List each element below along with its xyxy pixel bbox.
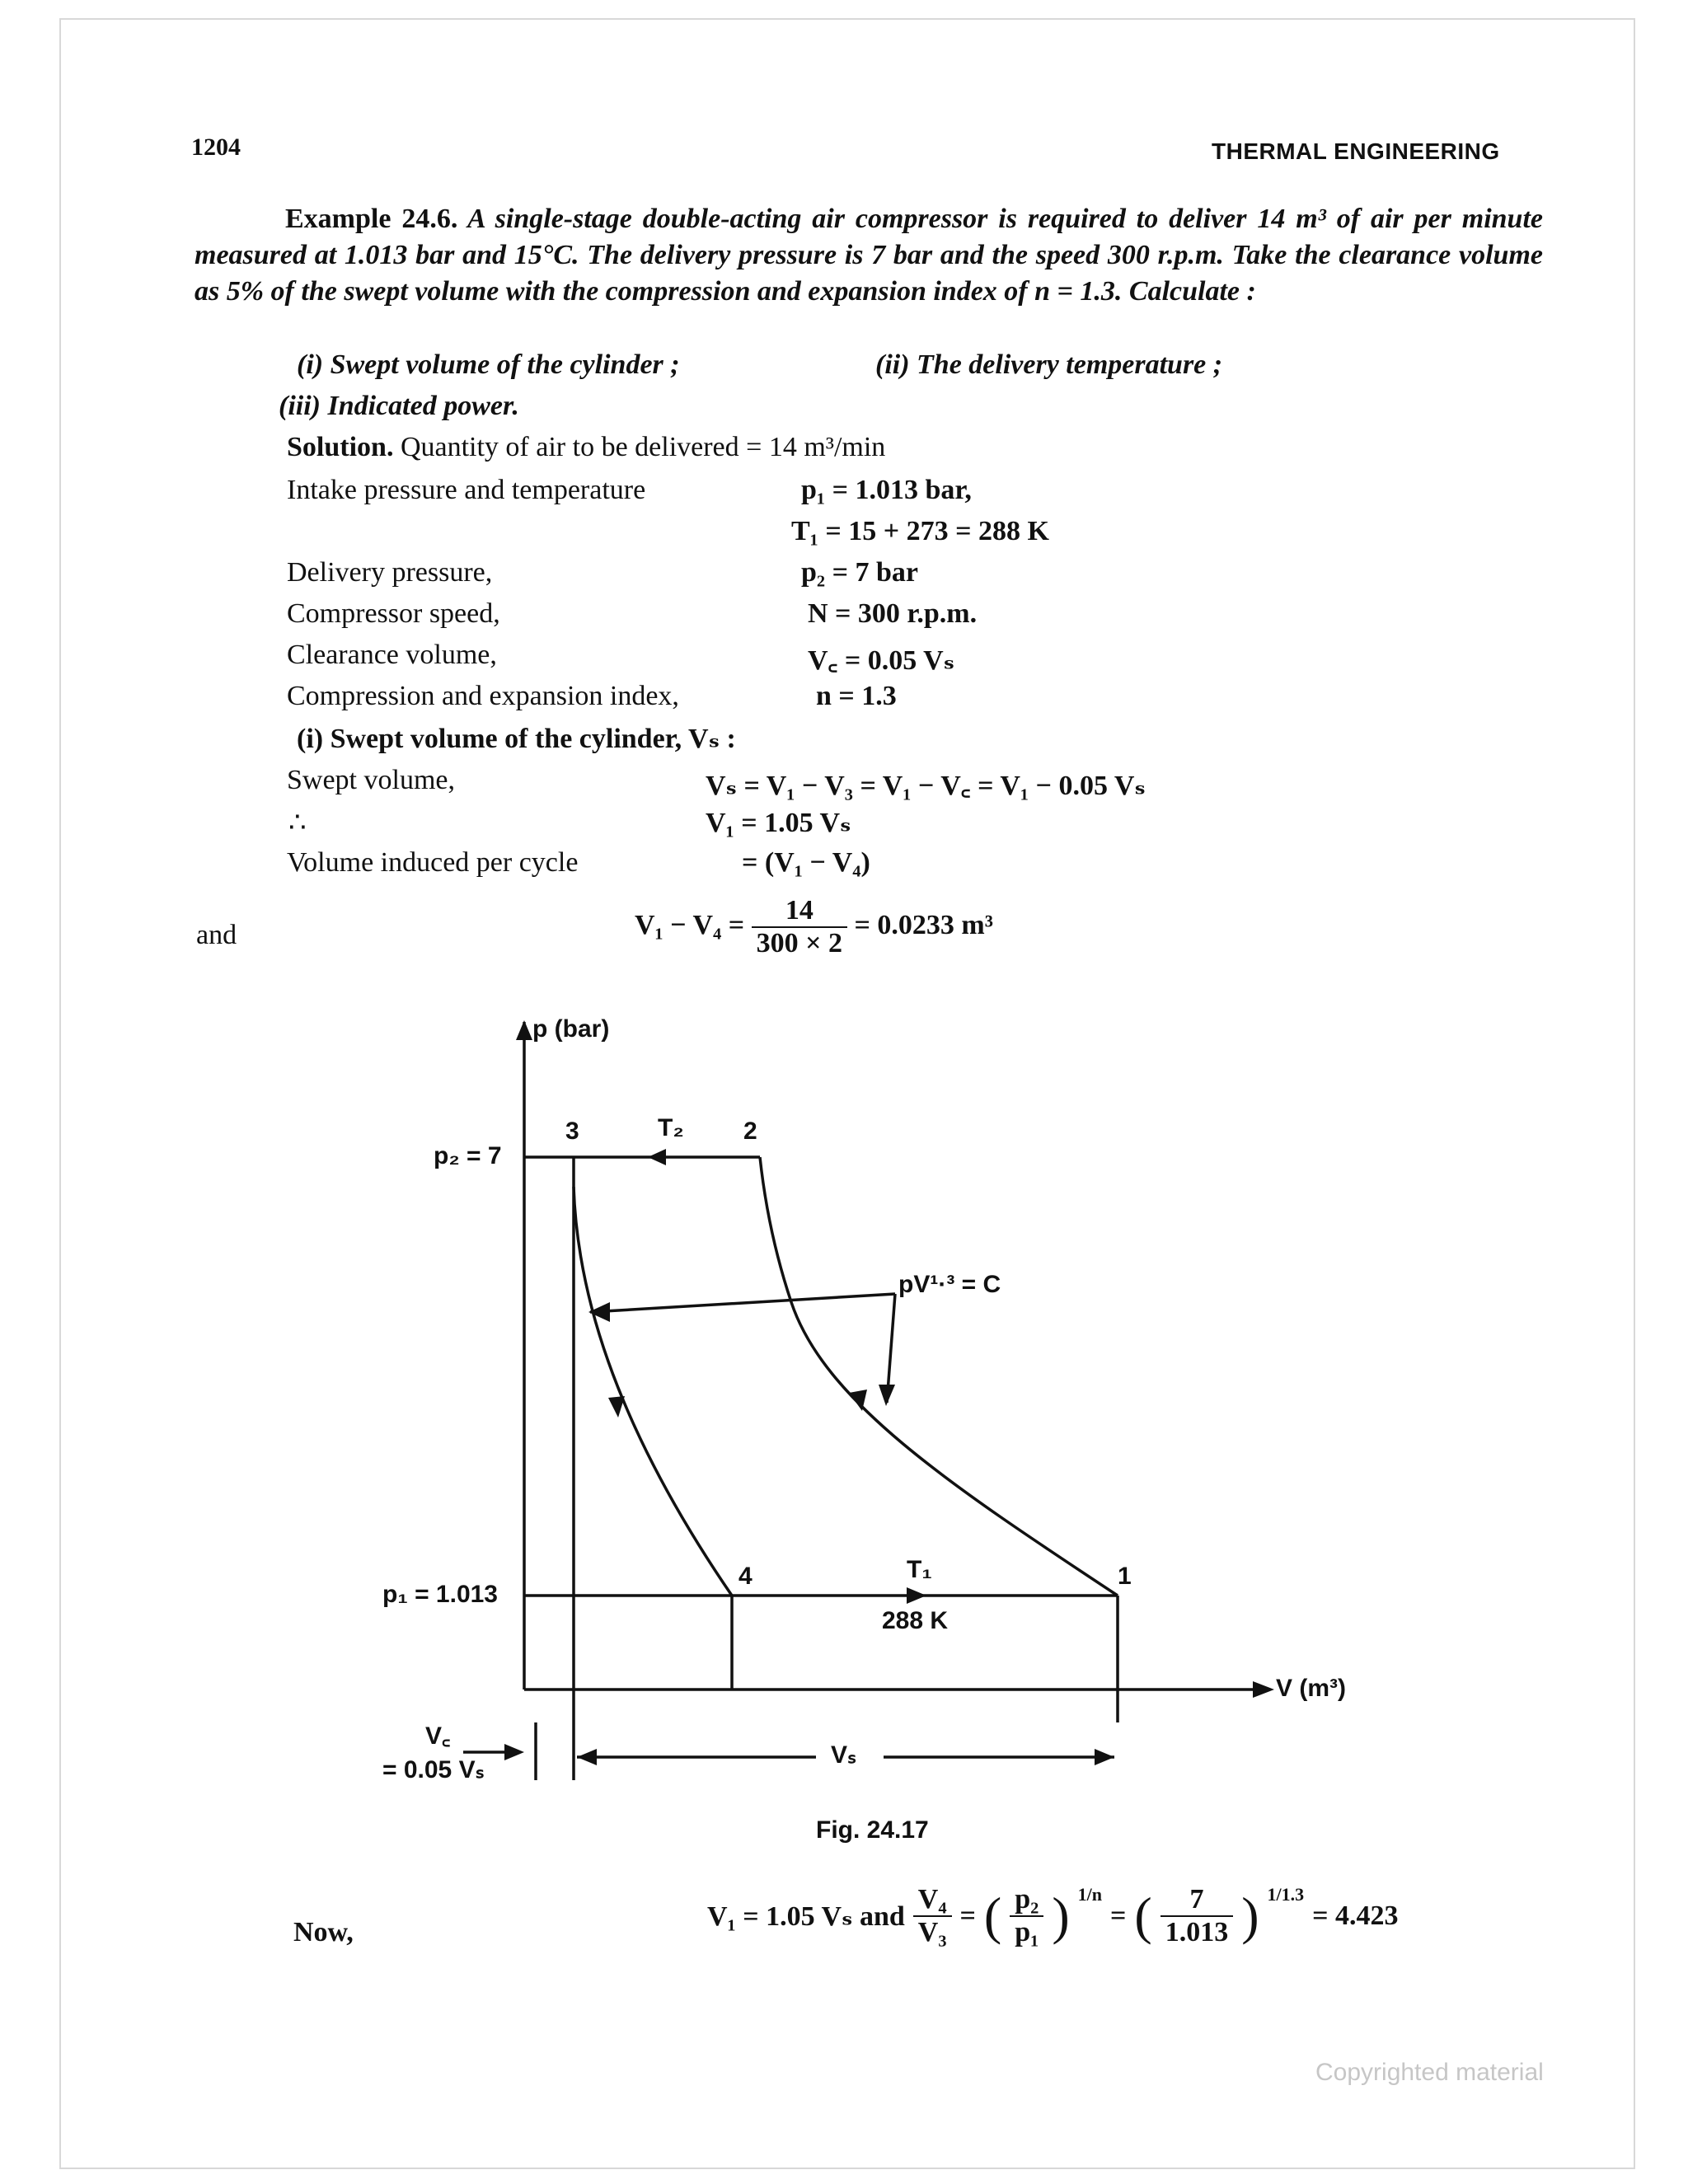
and-numerator: 14 [752,895,847,928]
vc-value: = 0.05 Vₛ [382,1756,485,1783]
therefore-equation: V₁ = 1.05 Vₛ [706,808,851,838]
row-value: p₂ = 7 bar [801,557,918,588]
expansion-curve [574,1187,732,1596]
v4-v3-fraction [913,1884,952,1948]
now-equation [707,1884,1399,1948]
part-iii: (iii) Indicated power. [279,391,519,421]
induced-label: Volume induced per cycle [287,847,579,878]
figure-caption: Fig. 24.17 [816,1816,929,1844]
row-label: Compression and expansion index, [287,681,679,711]
exponent-1: 1/n [1077,1884,1103,1905]
p1: p₁ [1015,1917,1039,1947]
induced-equation: = (V₁ − V₄) [742,847,870,878]
y-axis-arrowhead [516,1020,532,1040]
pressure-ratio-close: ) [1052,1886,1070,1945]
result-value: = 4.423 [1312,1900,1399,1931]
temperature-label: 288 K [882,1607,949,1634]
vc-arrowhead [504,1744,524,1760]
copyright-notice: Copyrighted material [1315,2059,1544,2086]
p1-label: p₁ = 1.013 [382,1581,498,1608]
solution-label: Solution. [287,432,394,462]
y-axis-label: p (bar) [532,1015,610,1043]
and-rhs: = 0.0233 m³ [854,909,993,940]
running-title: THERMAL ENGINEERING [1212,138,1500,164]
point-2-label: 2 [743,1118,757,1145]
row-value: p₁ = 1.013 bar, [801,475,972,505]
numeric-num: 7 [1160,1884,1234,1917]
point-4-label: 4 [738,1563,753,1590]
sub-heading: (i) Swept volume of the cylinder, Vₛ : [297,724,736,754]
row-label: Compressor speed, [287,598,500,629]
numeric-den: 1.013 [1165,1917,1229,1947]
row-label: Intake pressure and temperature [287,475,646,505]
example-label: Example 24.6. [285,204,458,234]
point-1-label: 1 [1118,1563,1132,1590]
vs-arrow-right [1095,1749,1114,1765]
pressure-ratio-group: ( [983,1886,1002,1945]
now-label: Now, [293,1917,354,1947]
p2: p₂ [1010,1884,1043,1917]
numeric-ratio-close: ) [1241,1886,1259,1945]
row-value: N = 300 r.p.m. [808,598,978,629]
t1-label: T₁ [907,1556,932,1583]
and-lhs: V₁ − V₄ = [635,909,745,940]
x-axis-label: V (m³) [1276,1675,1346,1702]
pointer-line-left [590,1294,895,1312]
pointer-arrow-right [879,1385,895,1406]
suction-arrow [907,1587,926,1604]
and-denominator: 300 × 2 [756,928,843,958]
v3: V₃ [917,1917,947,1947]
example-text: A single-stage double-acting air compressor is required to deliver 14 m³ of air per minute measured at 1.013 bar and 15°C. The delivery pressure is 7 bar and the speed 300 r.p.m. Take the clearance volume as 5% of the swept volume with the compression and expansion index of n = 1.3. Calculate : [195,204,1543,307]
vs-arrow-left [577,1749,597,1765]
p2-p1-fraction [1010,1884,1043,1948]
numeric-fraction [1160,1884,1234,1948]
x-axis-arrowhead [1253,1681,1274,1698]
row-value: n = 1.3 [816,681,897,711]
v4: V₄ [913,1884,952,1917]
therefore-symbol: ∴ [288,808,307,838]
vc-label: V꜀ [425,1722,451,1750]
part-ii: (ii) The delivery temperature ; [875,349,1223,380]
delivery-arrow [648,1149,666,1165]
numeric-ratio-open: ( [1134,1886,1152,1945]
process-label: pV¹·³ = C [898,1271,1001,1298]
row-value: T₁ = 15 + 273 = 288 K [791,516,1049,546]
t2-label: T₂ [658,1114,684,1141]
point-3-label: 3 [565,1118,579,1145]
row-label: Delivery pressure, [287,557,493,588]
row-label: Clearance volume, [287,640,497,670]
page-number: 1204 [191,134,241,161]
and-label: and [196,920,237,950]
exponent-2: 1/1.3 [1267,1884,1305,1905]
vs-label: Vₛ [831,1741,857,1769]
now-part1: V₁ = 1.05 Vₛ and [707,1901,905,1932]
solution-quantity: Quantity of air to be delivered = 14 m³/min [400,432,886,462]
equals-sign-2: = [1110,1900,1127,1931]
p2-label: p₂ = 7 [434,1142,502,1169]
compression-curve [760,1157,1118,1596]
row-value: V꜀ = 0.05 Vₛ [808,645,955,676]
part-i: (i) Swept volume of the cylinder ; [297,349,680,380]
equals-sign: = [959,1900,976,1931]
expansion-arrow [608,1396,625,1418]
swept-equation: Vₛ = V₁ − V₃ = V₁ − V꜀ = V₁ − 0.05 Vₛ [706,771,1146,801]
swept-label: Swept volume, [287,765,455,795]
